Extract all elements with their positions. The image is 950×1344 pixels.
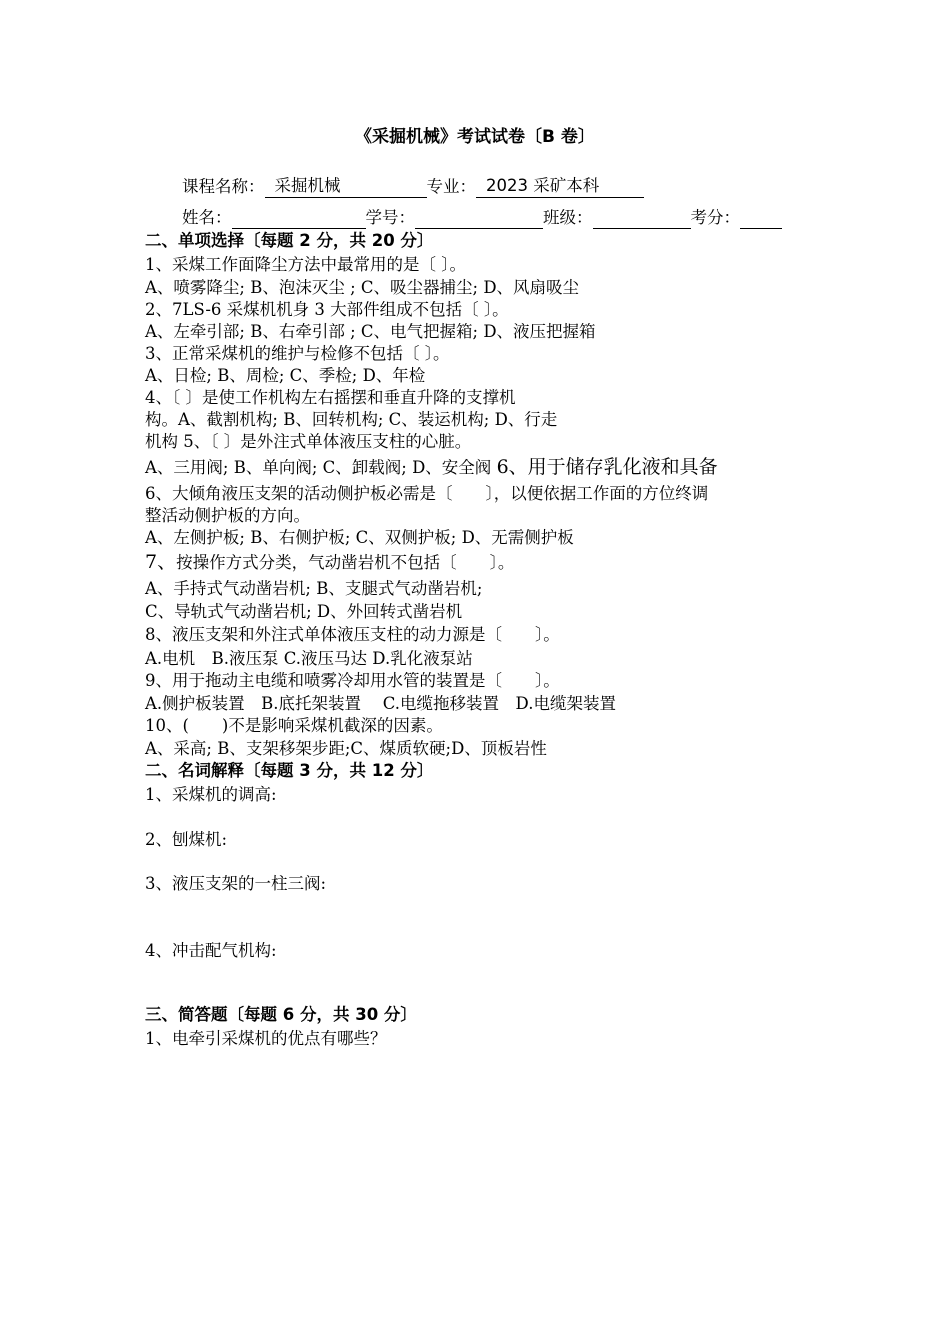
major-field[interactable]: [476, 177, 644, 198]
class-field[interactable]: [593, 208, 691, 229]
score-label: 考分：: [690, 208, 740, 227]
major-label: 专业：: [426, 177, 476, 196]
term-item: 1、采煤机的调高:: [145, 785, 277, 804]
section-title-short-answer: 三、简答题〔每题 6 分，共 30 分〕: [145, 1005, 417, 1024]
name-label: 姓名：: [182, 208, 232, 227]
question-line: 机构 5、〔 〕是外注式单体液压支柱的心脏。: [145, 432, 472, 451]
question-line: 8、液压支架和外注式单体液压支柱的动力源是〔 〕。: [145, 625, 560, 644]
option-line: [145, 456, 718, 479]
overflow-text: 6、用于储存乳化液和具备: [496, 456, 718, 478]
option-line: A、左侧护板; B、右侧护板; C、双侧护板; D、无需侧护板: [145, 528, 574, 547]
option-line: A、采高; B、支架移架步距;C、煤质软硬;D、顶板岩性: [145, 739, 547, 758]
major-value: 2023 采矿本科: [486, 176, 600, 195]
term-item: 2、刨煤机:: [145, 830, 228, 849]
question-number: 7、: [145, 551, 177, 573]
option-text: A、三用阀; B、单向阀; C、卸载阀; D、安全阀: [145, 458, 492, 477]
option-line: A.电机 B.液压泵 C.液压马达 D.乳化液泵站: [145, 649, 473, 668]
course-row: [182, 176, 644, 198]
question-line: 9、用于拖动主电缆和喷雾冷却用水管的装置是〔 〕。: [145, 671, 560, 690]
question-line: 4、〔 〕是使工作机构左右摇摆和垂直升降的支撑机: [145, 388, 516, 407]
id-field[interactable]: [415, 208, 543, 229]
course-field[interactable]: [265, 177, 427, 198]
question-text: 按操作方式分类，气动凿岩机不包括〔 〕。: [176, 553, 515, 572]
option-line: A、日检; B、周检; C、季检; D、年检: [145, 366, 426, 385]
short-answer-question: 1、电牵引采煤机的优点有哪些？: [145, 1029, 387, 1048]
course-value: 采掘机械: [274, 176, 341, 195]
section-title-terms: 二、名词解释〔每题 3 分，共 12 分〕: [145, 761, 434, 780]
question-line: 6、大倾角液压支架的活动侧护板必需是〔 〕，以便依据工作面的方位终调: [145, 484, 709, 503]
question-line: 3、正常采煤机的维护与检修不包括〔 〕。: [145, 344, 450, 363]
option-line: A、喷雾降尘; B、泡沫灭尘 ; C、吸尘器捕尘; D、风扇吸尘: [145, 278, 580, 297]
page-title: 《采掘机械》考试试卷〔B 卷〕: [355, 127, 595, 147]
class-label: 班级：: [543, 208, 593, 227]
option-line: C、导轨式气动凿岩机; D、外回转式凿岩机: [145, 602, 463, 621]
question-line: 1、采煤工作面降尘方法中最常用的是〔 〕。: [145, 255, 466, 274]
id-label: 学号：: [365, 208, 415, 227]
term-item: 3、液压支架的一柱三阀:: [145, 874, 327, 893]
student-info-row: [182, 207, 782, 229]
question-line: 构。A、截割机构; B、回转机构; C、装运机构; D、行走: [145, 410, 558, 429]
question-line: [145, 551, 514, 574]
question-line: 10、( )不是影响采煤机截深的因素。: [145, 716, 443, 735]
option-line: A.侧护板装置 B.底托架装置 C.电缆拖移装置 D.电缆架装置: [145, 694, 616, 713]
name-field[interactable]: [232, 208, 366, 229]
question-line: 整活动侧护板的方向。: [145, 506, 310, 525]
section-title-choice: 二、单项选择〔每题 2 分，共 20 分〕: [145, 231, 434, 250]
question-line: 2、7LS-6 采煤机机身 3 大部件组成不包括〔 〕。: [145, 300, 509, 319]
option-line: A、左牵引部; B、右牵引部 ; C、电气把握箱; D、液压把握箱: [145, 322, 596, 341]
course-label: 课程名称：: [182, 177, 265, 196]
term-item: 4、冲击配气机构:: [145, 941, 277, 960]
score-field[interactable]: [740, 208, 782, 229]
option-line: A、手持式气动凿岩机; B、支腿式气动凿岩机;: [145, 579, 483, 598]
